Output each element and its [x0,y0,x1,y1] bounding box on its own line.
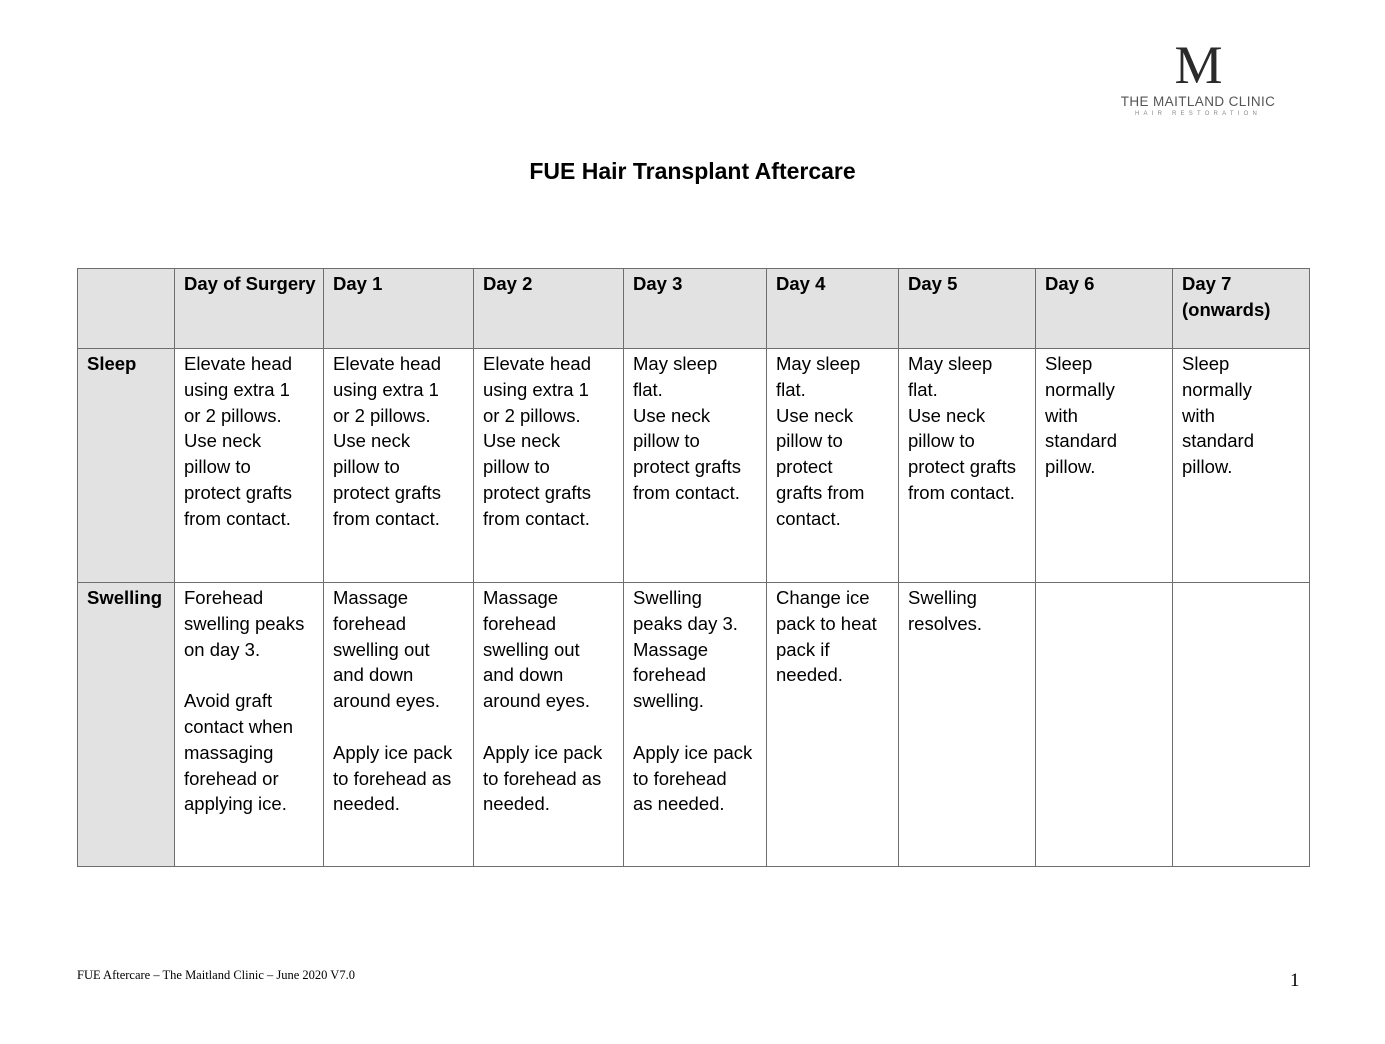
sleep-day-of-surgery [175,349,324,583]
table-row-sleep [78,349,1310,583]
header-day-2 [474,269,624,349]
cell-line: swelling. [633,690,704,712]
cell-line: pillow. [1045,456,1096,478]
cell-line [483,714,615,740]
sleep-day-2 [474,349,624,583]
header-day-of-surgery [175,269,324,349]
cell-line: to forehead as [483,767,602,789]
document-title: FUE Hair Transplant Aftercare [529,158,856,184]
swelling-day-6 [1036,583,1173,867]
cell-line: needed. [776,664,843,686]
cell-line: Sleep [1182,353,1230,374]
cell-line: pillow. [1182,456,1233,478]
cell-line: Swelling [633,587,702,608]
cell-line: protect grafts [333,481,441,503]
cell-line: from contact. [633,481,740,503]
cell-line: forehead or [184,767,279,789]
cell-line: May sleep [776,353,861,374]
cell-line: Elevate head [333,353,442,374]
cell-line: Elevate head [483,353,592,374]
cell-line: as needed. [633,793,725,815]
page-number: 1 [1290,970,1300,991]
swelling-day-7-onwards [1173,583,1310,867]
sleep-day-3 [624,349,767,583]
cell-line: swelling out [333,638,430,660]
cell-line: Apply ice pack [483,741,603,763]
logo-subtitle: HAIR RESTORATION [1135,111,1261,117]
sleep-day-7-onwards [1173,349,1310,583]
cell-line: Avoid graft [184,690,273,712]
cell-line: May sleep [908,353,993,374]
swelling-day-3 [624,583,767,867]
cell-line: applying ice. [184,793,287,815]
table-row-swelling [78,583,1310,867]
cell-line: or 2 pillows. [333,404,431,426]
cell-line: protect grafts [908,456,1016,478]
cell-line: around eyes. [333,690,440,712]
swelling-day-4 [767,583,899,867]
cell-line: to forehead [633,767,727,789]
cell-line: flat. [633,378,663,400]
cell-line: protect grafts [184,481,292,503]
cell-line: Day 6 [1045,273,1095,294]
cell-line: with [1182,404,1215,426]
cell-line: on day 3. [184,638,261,660]
sleep-day-1 [324,349,474,583]
cell-line: using extra 1 [333,378,439,400]
cell-line: forehead [483,612,557,634]
cell-line: Use neck [776,404,854,426]
cell-line: peaks day 3. [633,612,738,634]
cell-line: Day 3 [633,273,683,294]
cell-line: Sleep [87,353,137,374]
logo-name: THE MAITLAND CLINIC [1120,94,1276,109]
cell-line: Use neck [908,404,986,426]
cell-line: standard [1182,430,1254,452]
swelling-day-1 [324,583,474,867]
header-day-7-onwards [1173,269,1310,349]
footer-text: FUE Aftercare – The Maitland Clinic – June 2020 V7.0 [77,968,355,982]
cell-line: pillow to [184,456,251,478]
cell-line: pillow to [333,456,400,478]
cell-line: normally [1045,378,1115,400]
header-day-6 [1036,269,1173,349]
cell-line: May sleep [633,353,718,374]
cell-line: resolves. [908,612,983,634]
cell-line: (onwards) [1182,298,1271,320]
cell-line: Day 5 [908,273,958,294]
cell-line: Use neck [633,404,711,426]
header-day-1 [324,269,474,349]
header-day-5 [899,269,1036,349]
cell-line: from contact. [333,507,440,529]
swelling-day-of-surgery [175,583,324,867]
clinic-logo [1100,35,1296,117]
cell-line: normally [1182,378,1252,400]
cell-line [184,662,315,688]
cell-line: protect grafts [633,456,741,478]
header-day-3 [624,269,767,349]
logo-mark: M [1174,35,1222,95]
cell-line: using extra 1 [184,378,290,400]
cell-line: Day 2 [483,273,533,294]
cell-line: forehead [633,664,707,686]
row-label-swelling [78,583,175,867]
sleep-day-4 [767,349,899,583]
table-header-row [78,269,1310,349]
cell-line: pillow to [776,430,843,452]
cell-line: Massage [333,587,409,608]
cell-line: grafts from [776,481,865,503]
cell-line: with [1045,404,1078,426]
cell-line: and down [483,664,564,686]
sleep-day-5 [899,349,1036,583]
cell-line: flat. [776,378,806,400]
cell-line: pillow to [633,430,700,452]
cell-line: Use neck [483,430,561,452]
cell-line: forehead [333,612,407,634]
cell-line: pack to heat [776,612,877,634]
cell-line: standard [1045,430,1117,452]
cell-line: Use neck [333,430,411,452]
cell-line: to forehead as [333,767,452,789]
cell-line: massaging [184,741,274,763]
cell-line: flat. [908,378,938,400]
cell-line: Day 4 [776,273,826,294]
cell-line: from contact. [483,507,590,529]
cell-line: or 2 pillows. [483,404,581,426]
header-corner [78,269,175,349]
cell-line: Apply ice pack [633,741,753,763]
cell-line: and down [333,664,414,686]
cell-line: Day of Surgery [184,273,316,294]
cell-line: pillow to [483,456,550,478]
cell-line: needed. [483,793,550,815]
cell-line: Day 7 [1182,273,1232,294]
header-day-4 [767,269,899,349]
cell-line: needed. [333,793,400,815]
cell-line [333,714,465,740]
cell-line: Swelling [87,587,163,608]
cell-line: from contact. [908,481,1015,503]
cell-line: Swelling [908,587,977,608]
cell-line: using extra 1 [483,378,589,400]
row-label-sleep [78,349,175,583]
aftercare-table [77,268,1310,867]
cell-line: around eyes. [483,690,590,712]
swelling-day-2 [474,583,624,867]
cell-line: Use neck [184,430,262,452]
cell-line: Sleep [1045,353,1093,374]
cell-line: pillow to [908,430,975,452]
cell-line: Apply ice pack [333,741,453,763]
cell-line: Massage [483,587,559,608]
sleep-day-6 [1036,349,1173,583]
cell-line: Massage [633,638,709,660]
swelling-day-5 [899,583,1036,867]
cell-line: contact. [776,507,841,529]
cell-line: swelling out [483,638,580,660]
cell-line: Change ice [776,587,870,608]
cell-line: contact when [184,715,294,737]
cell-line: protect [776,456,833,478]
cell-line: protect grafts [483,481,591,503]
cell-line: swelling peaks [184,612,305,634]
cell-line: from contact. [184,507,291,529]
cell-line: Forehead [184,587,264,608]
cell-line: or 2 pillows. [184,404,282,426]
cell-line [633,714,758,740]
cell-line: pack if [776,638,830,660]
cell-line: Elevate head [184,353,293,374]
cell-line: Day 1 [333,273,383,294]
